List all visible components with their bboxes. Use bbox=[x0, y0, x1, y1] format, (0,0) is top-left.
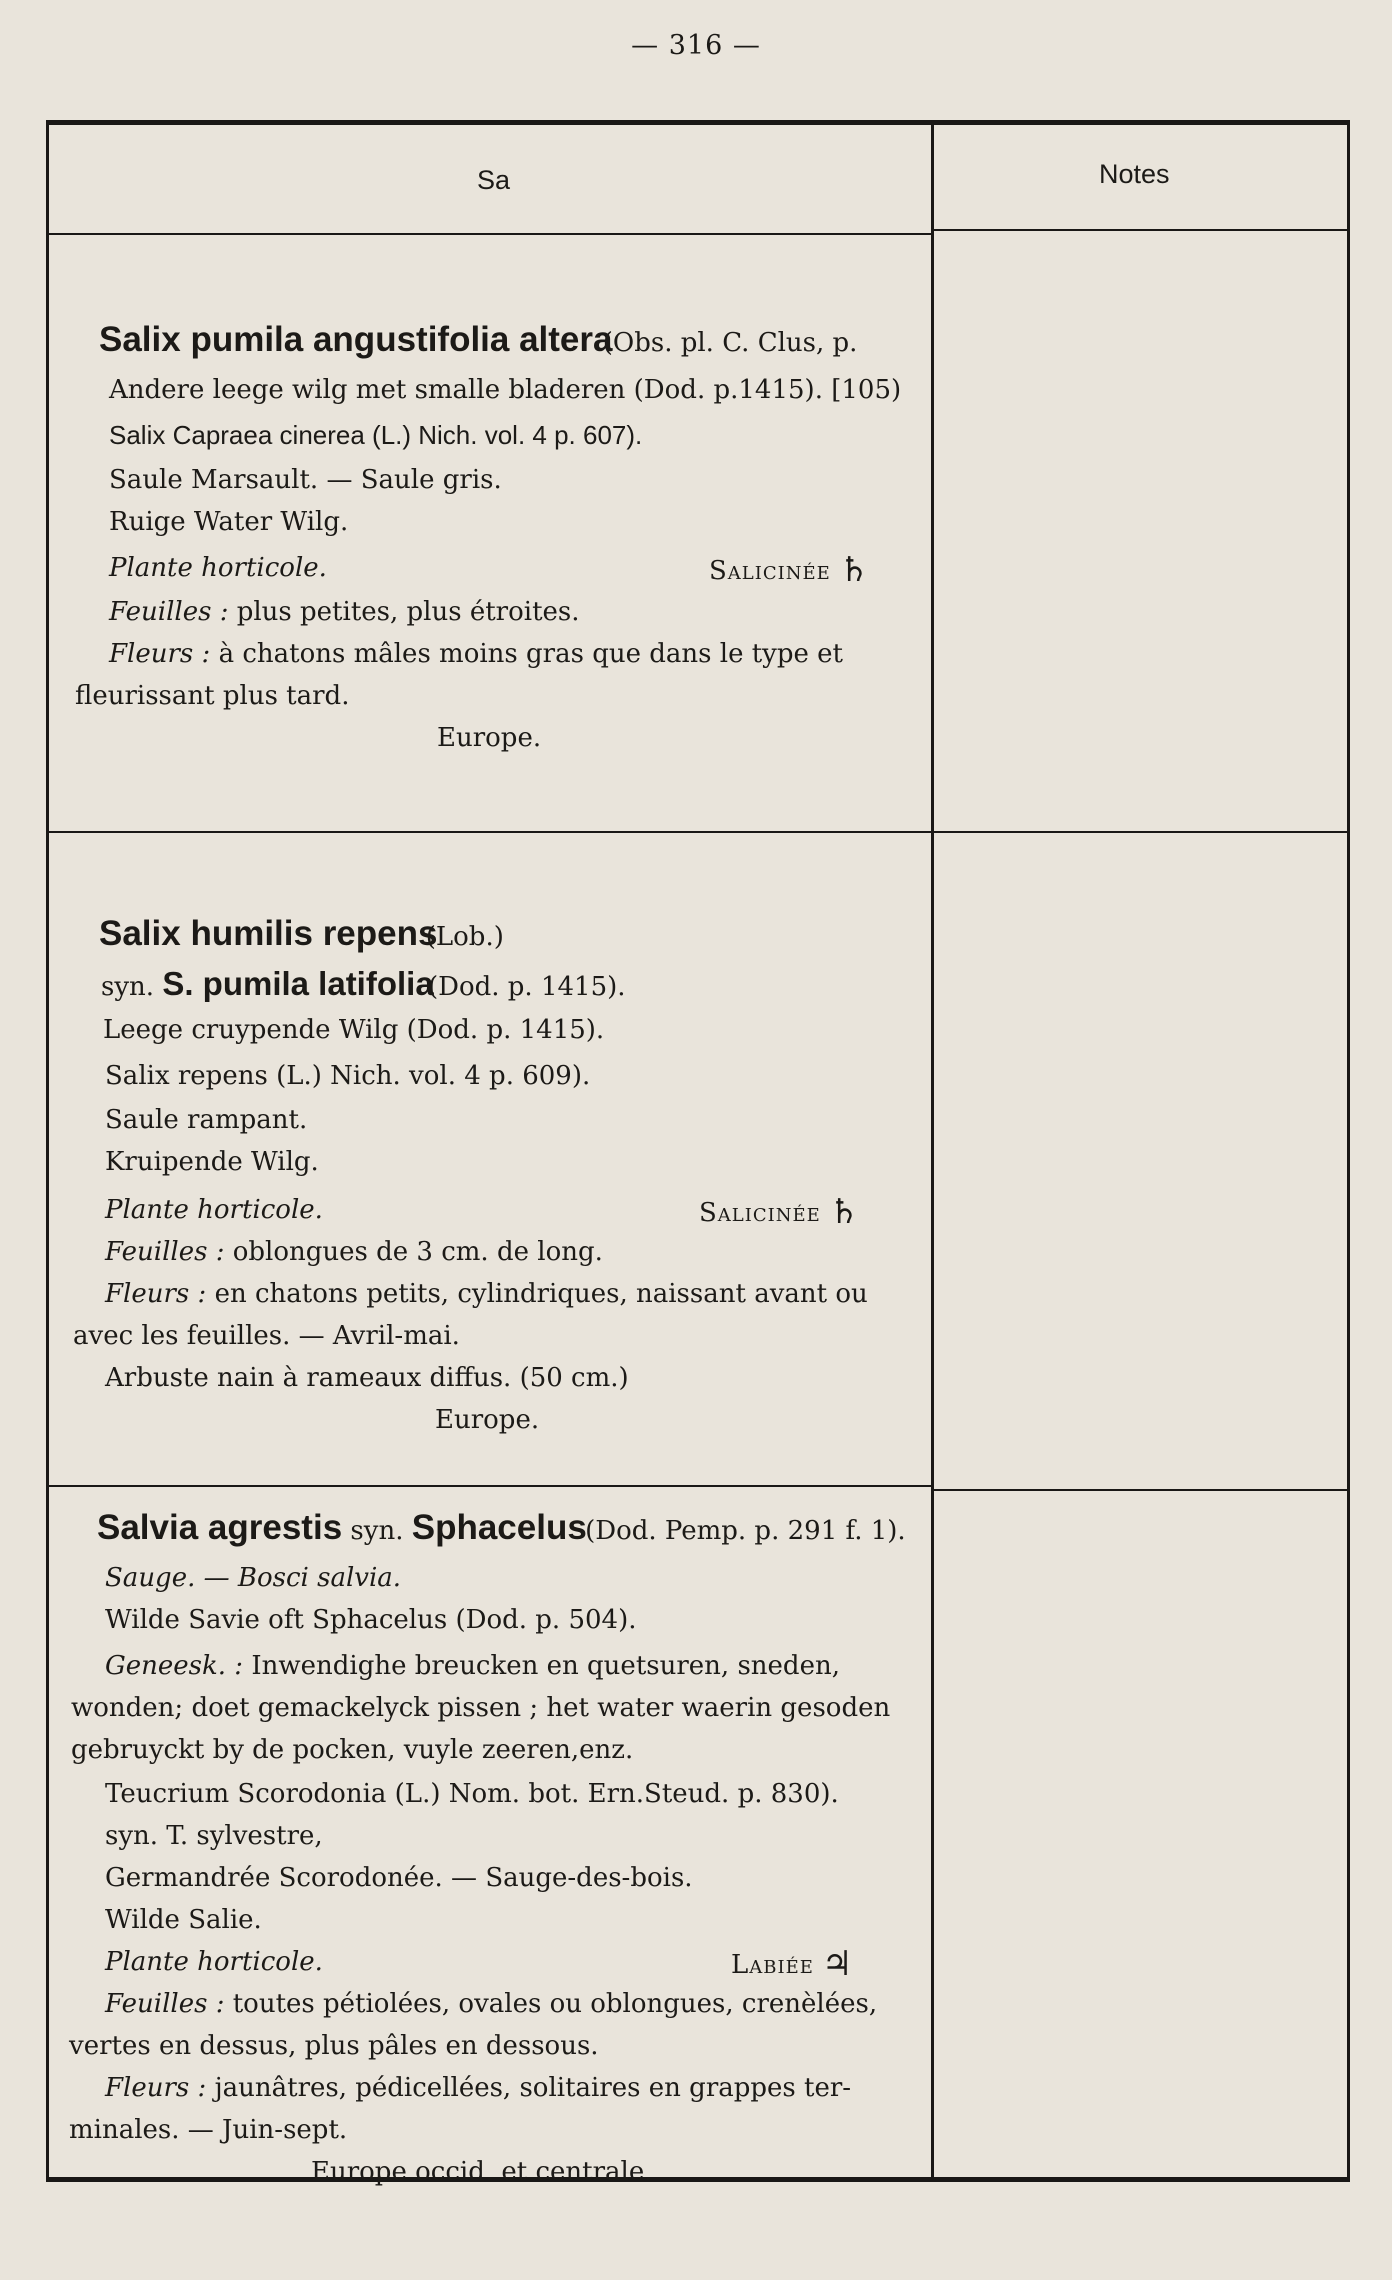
syn-label: syn. bbox=[101, 972, 155, 1002]
entry-title-line bbox=[99, 320, 858, 359]
family-name: Labiée bbox=[731, 1950, 814, 1980]
entry-line: Andere leege wilg met smalle bladeren (Dod. p.1415). [105) bbox=[109, 375, 902, 405]
feuilles-label: Feuilles : bbox=[105, 1989, 225, 2019]
entry-reference: (Obs. pl. C. Clus, p. bbox=[602, 328, 858, 358]
entry-line: Salix repens (L.) Nich. vol. 4 p. 609). bbox=[105, 1061, 591, 1091]
feuilles-line bbox=[105, 1237, 603, 1267]
family-name: Salicinée bbox=[709, 556, 831, 586]
entry-line: Wilde Salie. bbox=[105, 1905, 262, 1935]
teucrium-line: Teucrium Scorodonia (L.) Nom. bot. Ern.Steud. p. 830). bbox=[105, 1779, 839, 1809]
entries-table bbox=[46, 120, 1350, 2187]
column-header-notes: Notes bbox=[1099, 159, 1170, 189]
feuilles-line bbox=[109, 597, 580, 627]
entry-divider-1 bbox=[49, 831, 931, 833]
feuilles-text: plus petites, plus étroites. bbox=[236, 597, 580, 627]
header-rule-main bbox=[49, 233, 931, 235]
fleurs-continuation: minales. — Juin-sept. bbox=[69, 2115, 348, 2145]
entry-title: Salvia agrestis bbox=[97, 1508, 343, 1547]
fleurs-label: Fleurs : bbox=[105, 1279, 207, 1309]
plante-label: Plante horticole. bbox=[105, 1195, 323, 1225]
description-line: Arbuste nain à rameaux diffus. (50 cm.) bbox=[105, 1363, 629, 1393]
notes-divider-1 bbox=[934, 831, 1350, 833]
page-number: — 316 — bbox=[631, 30, 761, 61]
column-header-main: Sa bbox=[477, 165, 511, 195]
synonym-name: S. pumila latifolia bbox=[162, 965, 434, 1002]
entry-line: Kruipende Wilg. bbox=[105, 1147, 319, 1177]
region: Europe. bbox=[435, 1405, 540, 1435]
family-line bbox=[709, 550, 870, 590]
fleurs-line bbox=[105, 2073, 851, 2103]
entry-line: Salix Capraea cinerea (L.) Nich. vol. 4 p. 607). bbox=[109, 420, 643, 450]
entry-title-line bbox=[97, 1508, 906, 1547]
entry-line: Ruige Water Wilg. bbox=[109, 507, 349, 537]
header-rule-notes bbox=[934, 229, 1350, 231]
perennial-symbol-icon: ♄ bbox=[838, 550, 870, 590]
fleurs-text: en chatons petits, cylindriques, naissant avant ou bbox=[214, 1279, 868, 1309]
fleurs-continuation: avec les feuilles. — Avril-mai. bbox=[73, 1321, 460, 1351]
entry-line: Leege cruypende Wilg (Dod. p. 1415). bbox=[103, 1015, 605, 1045]
entry-line: Saule rampant. bbox=[105, 1105, 308, 1135]
synonym-name: Sphacelus bbox=[411, 1508, 587, 1547]
fleurs-line bbox=[105, 1279, 868, 1309]
geneesk-label: Geneesk. : bbox=[105, 1651, 244, 1681]
fleurs-continuation: fleurissant plus tard. bbox=[75, 681, 350, 711]
entry-divider-2 bbox=[49, 1485, 931, 1487]
region: Europe occid. et centrale. bbox=[311, 2157, 653, 2187]
entry-line: Germandrée Scorodonée. — Sauge-des-bois. bbox=[105, 1863, 693, 1893]
entry-reference: (Lob.) bbox=[425, 922, 504, 952]
teucrium-synonym: syn. T. sylvestre, bbox=[105, 1821, 323, 1851]
family-line bbox=[731, 1944, 853, 1984]
synonym-reference: (Dod. p. 1415). bbox=[427, 972, 626, 1002]
perennial-symbol-icon: ♃ bbox=[821, 1944, 853, 1984]
plante-label: Plante horticole. bbox=[105, 1947, 323, 1977]
geneesk-text: Inwendighe breucken en quetsuren, sneden, bbox=[251, 1651, 840, 1681]
feuilles-line bbox=[105, 1989, 877, 2019]
entry-reference: (Dod. Pemp. p. 291 f. 1). bbox=[585, 1516, 906, 1546]
entry-title-line bbox=[99, 914, 504, 953]
plante-label: Plante horticole. bbox=[109, 553, 327, 583]
fleurs-text: jaunâtres, pédicellées, solitaires en grappes ter- bbox=[214, 2073, 852, 2103]
entry-title: Salix humilis repens bbox=[99, 914, 438, 953]
feuilles-text: oblongues de 3 cm. de long. bbox=[232, 1237, 603, 1267]
geneesk-line bbox=[105, 1651, 840, 1681]
feuilles-label: Feuilles : bbox=[105, 1237, 225, 1267]
family-line bbox=[699, 1192, 860, 1232]
fleurs-label: Fleurs : bbox=[109, 639, 211, 669]
feuilles-label: Feuilles : bbox=[109, 597, 229, 627]
geneesk-continuation: gebruyckt by de pocken, vuyle zeeren,enz. bbox=[71, 1735, 634, 1765]
common-names: Sauge. — Bosci salvia. bbox=[105, 1563, 402, 1593]
geneesk-continuation: wonden; doet gemackelyck pissen ; het water waerin gesoden bbox=[71, 1693, 891, 1723]
notes-divider-2 bbox=[934, 1489, 1350, 1491]
region: Europe. bbox=[437, 723, 542, 753]
feuilles-continuation: vertes en dessus, plus pâles en dessous. bbox=[69, 2031, 599, 2061]
entry-title: Salix pumila angustifolia altera bbox=[99, 320, 613, 359]
perennial-symbol-icon: ♄ bbox=[828, 1192, 860, 1232]
entry-line: Wilde Savie oft Sphacelus (Dod. p. 504). bbox=[105, 1605, 637, 1635]
fleurs-line bbox=[109, 639, 843, 669]
column-divider bbox=[931, 125, 934, 2177]
fleurs-text: à chatons mâles moins gras que dans le type et bbox=[218, 639, 843, 669]
family-name: Salicinée bbox=[699, 1198, 821, 1228]
fleurs-label: Fleurs : bbox=[105, 2073, 207, 2103]
synonym-line bbox=[101, 965, 626, 1002]
feuilles-text: toutes pétiolées, ovales ou oblongues, crenèlées, bbox=[232, 1989, 878, 2019]
entry-line: Saule Marsault. — Saule gris. bbox=[109, 465, 502, 495]
syn-label: syn. bbox=[350, 1516, 404, 1546]
